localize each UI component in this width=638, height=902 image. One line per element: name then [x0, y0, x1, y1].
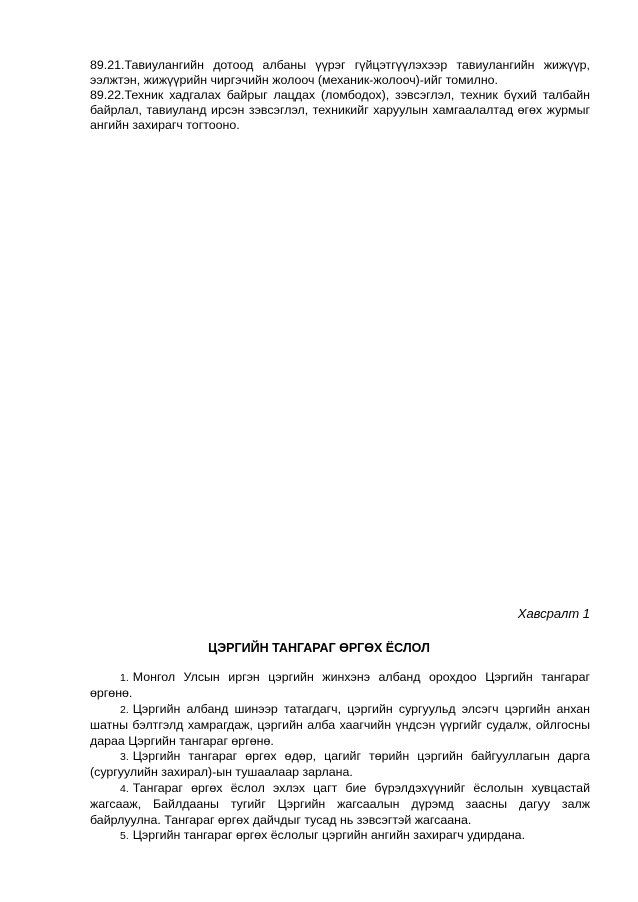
top-section: [90, 58, 590, 133]
list-item-text: Тангараг өргөх ёслол эхлэх цагт бие бүрэлдэхүүнийг ёслолын хувцастай жагсааж, Байлдааны тугийг Цэргийн жагсаалын дүрэмд заасны дагуу залж байрлуулна. Тангараг өргөх дайчдыг тусад нь зэвсэгтэй жагсаана.: [90, 780, 590, 827]
paragraph-89-21: 89.21.Тавиулангийн дотоод албаны үүрэг гүйцэтгүүлэхээр тавиулангийн жижүүр, ээлжтэн, жижүүрийн чиргэчийн жолооч (механик-жолооч)-ийг томилно.: [90, 58, 590, 87]
list-item-number: 2.: [120, 703, 129, 716]
list-item-text: Цэргийн албанд шинээр татагдагч, цэргийн сургуульд элсэгч цэргийн анхан шатны бэлтгэлд хамрагдаж, цэргийн алба хаагчийн үндсэн үүргийг судалж, ойлгосны дараа Цэргийн тангараг өргөнө.: [90, 701, 590, 748]
list-item: [90, 828, 590, 844]
section-title: ЦЭРГИЙН ТАНГАРАГ ӨРГӨХ ЁСЛОЛ: [208, 641, 430, 655]
numbered-list: [90, 670, 590, 844]
list-item: [90, 749, 590, 781]
list-item-text: Монгол Улсын иргэн цэргийн жинхэнэ албанд орохдоо Цэргийн тангараг өргөнө.: [90, 670, 590, 701]
paragraph-89-22: 89.22.Техник хадгалах байрыг лацдах (ломбодох), зэвсэглэл, техник бүхий талбайн байрлал, тавиуланд ирсэн зэвсэглэл, техникийг харуулын хамгаалалтад өгөх журмыг ангийн захирагч тогтооно.: [90, 88, 590, 132]
list-item-number: 4.: [120, 782, 129, 795]
appendix-label: Хавсралт 1: [517, 606, 590, 621]
list-item: [90, 670, 590, 702]
list-item-number: 1.: [120, 672, 129, 684]
list-item-number: 5.: [120, 830, 129, 843]
list-item-text: Цэргийн тангараг өргөх өдөр, цагийг төрийн цэргийн байгууллагын дарга (сургуулийн захирал)-ын тушаалаар зарлана.: [90, 749, 590, 780]
list-item-text: Цэргийн тангараг өргөх ёслолыг цэргийн ангийн захирагч удирдана.: [132, 828, 526, 843]
list-item-number: 3.: [120, 751, 129, 764]
list-item: [90, 702, 590, 749]
list-item: [90, 781, 590, 828]
